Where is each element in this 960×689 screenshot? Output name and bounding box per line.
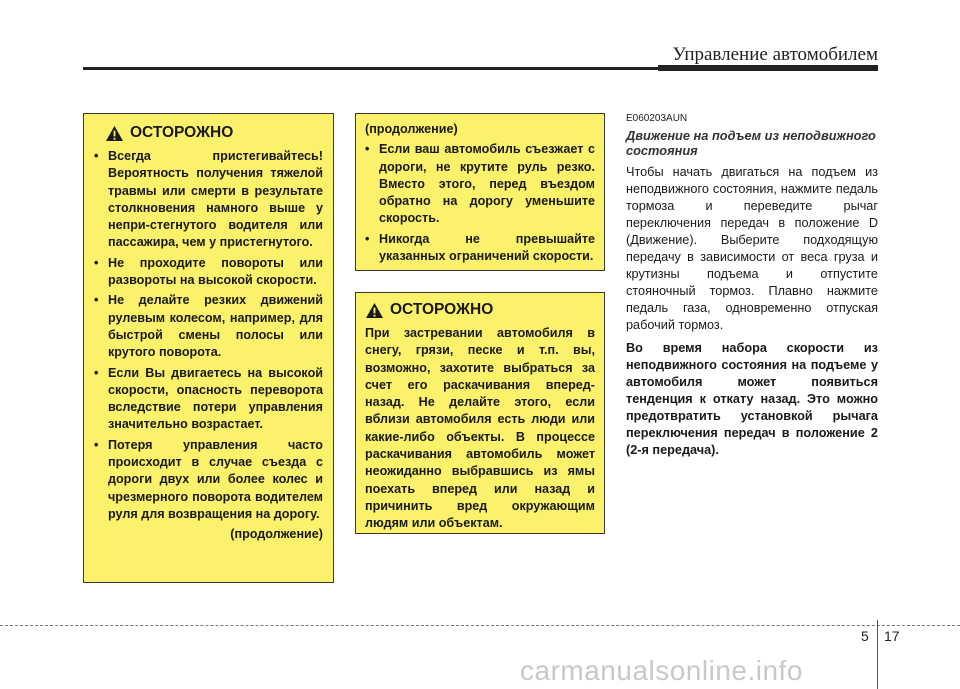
warning-item: • Если Вы двигаетесь на высокой скорости, опасность переворота вследствие потери управления значительно возрастает. bbox=[94, 365, 323, 434]
warning-heading bbox=[94, 124, 323, 142]
section-title: Движение на подъем из неподвижного состояния bbox=[626, 128, 876, 158]
warning-box-continued bbox=[355, 113, 605, 271]
warning-text: При застревании автомобиля в снегу, грязи, песке и т.п. вы, возможно, захотите выбраться за счет его раскачивания вперед-назад. Не делайте этого, если вблизи автомобиля есть люди или какие-либо объекты. В процессе раскачивания автомобиль может неожиданно выбравшись из ямы поехать вперед или назад и причинить вред окружающим людям или объектам. bbox=[365, 326, 595, 531]
page-header-title: Управление автомобилем bbox=[672, 44, 878, 65]
section-code: E060203AUN bbox=[626, 113, 688, 124]
warning-item: • Никогда не превышайте указанных ограничений скорости. bbox=[365, 231, 595, 266]
header-rule-accent bbox=[658, 65, 878, 71]
warning-list bbox=[94, 148, 323, 523]
warning-item: • Не проходите повороты или развороты на высокой скорости. bbox=[94, 255, 323, 290]
warning-triangle-icon bbox=[365, 302, 384, 319]
section-paragraph-bold: Во время набора скорости из неподвижного состояния на подъеме у автомобиля может появиться тенденция к откату назад. Это можно предотвратить установкой рычага переключения передач в положение 2 (2-я передача). bbox=[626, 341, 878, 457]
watermark: carmanualsonline.info bbox=[520, 655, 803, 686]
warning-box-left bbox=[83, 113, 334, 583]
continued-label: (продолжение) bbox=[365, 122, 458, 136]
warning-heading bbox=[365, 301, 595, 319]
warning-heading-text: ОСТОРОЖНО bbox=[130, 124, 234, 141]
warning-box-stuck bbox=[355, 292, 605, 534]
warning-item: • Если ваш автомобиль съезжает с дороги, не крутите руль резко. Вместо этого, перед въездом обратно на дорогу уменьшите скорость. bbox=[365, 141, 595, 227]
warning-item: • Всегда пристегивайтесь! Вероятность получения тяжелой травмы или смерти в результате столкновения намного выше у непри-стегнутого водителя или пассажира, чем у пристегнутого. bbox=[94, 148, 323, 252]
warning-item: • Не делайте резких движений рулевым колесом, например, для быстрой смены полосы или крутого поворота. bbox=[94, 292, 323, 361]
warning-heading-text: ОСТОРОЖНО bbox=[390, 301, 494, 318]
section-paragraph: Чтобы начать двигаться на подъем из неподвижного состояния, нажмите педаль тормоза и переведите рычаг переключения передач в положение D (Движение). Выберите подходящую передачу в зависимости от веса груза и крутизны подъема и отпустите стояночный тормоз. Плавно нажмите педаль газа, одновременно отпуская рабочий тормоз. bbox=[626, 165, 878, 332]
section-column bbox=[626, 113, 878, 465]
continued-label: (продолжение) bbox=[230, 527, 323, 542]
chapter-number: 5 bbox=[861, 628, 869, 644]
warning-list bbox=[365, 141, 595, 265]
page-number-divider bbox=[877, 620, 878, 689]
warning-triangle-icon bbox=[105, 125, 124, 142]
warning-item: • Потеря управления часто происходит в случае съезда с дороги двух или более колес и чрезмерного поворота водителем руля для возвращения на дорогу. bbox=[94, 437, 323, 523]
footer-rule bbox=[0, 625, 960, 626]
page-number: 17 bbox=[884, 628, 900, 644]
